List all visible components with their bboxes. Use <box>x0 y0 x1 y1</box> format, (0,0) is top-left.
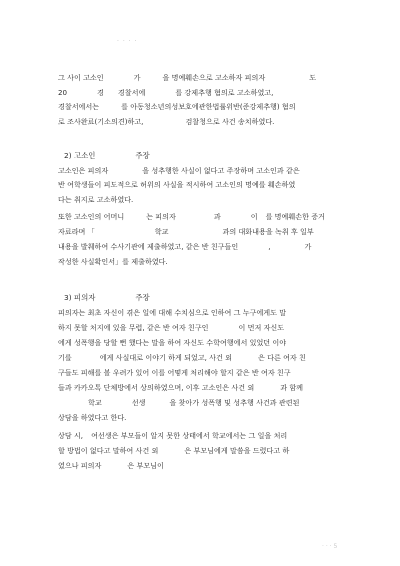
intro-line-4: 로 조사완료(기소의견)하고, 검찰청으로 사건 송치하였다. <box>58 117 275 126</box>
section-3-p1-line-7: 학교 선생 을 찾아가 성폭행 및 성추행 사건과 관련된 <box>88 398 300 407</box>
section-2-p2-line-2: 자료라며 「 학교 과의 대화내용을 녹취 후 일부 <box>58 227 314 236</box>
section-3-p1-line-3: 에게 성폭행을 당할 뻔 했다는 말을 하여 자신도 수학여행에서 있었던 이야 <box>58 338 287 347</box>
section-3-heading: 3) 피의자 주장 <box>64 293 150 302</box>
section-3-p2-line-1: 상담 시, 여선생은 부모들이 알지 못한 상태에서 학교에서는 그 일을 처리 <box>58 431 288 440</box>
section-2-p2-line-3: 내용을 발췌하여 수사기관에 제출하였고, 같은 반 친구들인 , 가 <box>58 242 312 251</box>
intro-line-1: 그 사이 고소인 가 을 명예훼손으로 고소하자 피의자 도 <box>58 73 317 82</box>
section-2-p2-line-4: 작성한 사실확인서」를 제출하였다. <box>58 257 168 266</box>
section-3-p2-line-2: 할 방법이 없다고 말하여 사건 외 은 부모님에게 말씀을 드렸다고 하 <box>58 446 290 455</box>
section-2-p1-line-1: 고소인은 피의자 을 성추행한 사실이 없다고 주장하며 고소인과 같은 <box>58 166 300 175</box>
section-3-p1-line-8: 상담을 하였다고 한다. <box>58 413 127 422</box>
page-mark-bottom: · · · 5 <box>322 543 338 550</box>
section-2-p1-line-2: 반 여학생들이 피도적으로 허위의 사실을 적시하여 고소인의 명예를 훼손하였 <box>58 180 296 189</box>
section-3-p2-line-3: 였으나 피의자 은 부모님이 <box>58 461 164 470</box>
section-2-p1-line-3: 다는 취지로 고소하였다. <box>58 195 134 204</box>
section-3-p1-line-5: 구들도 피해를 볼 우려가 있어 이를 어떻게 처리해야 할지 같은 반 여자 친구 <box>58 368 291 377</box>
section-2-p2-line-1: 또한 고소인의 어머니 는 피의자 과 이 를 명예훼손한 증거 <box>58 212 325 221</box>
section-3-p1-line-4: 기를 에게 사실대로 이야기 하게 되었고, 사건 외 은 다른 여자 친 <box>58 353 306 362</box>
intro-line-2: 20 경 경찰서에 를 강제추행 혐의로 고소하였고, <box>58 88 274 97</box>
section-3-p1-line-6: 들과 카카오톡 단체방에서 상의하였으며, 이후 고소인은 사건 외 과 함께 <box>58 383 304 392</box>
section-2-heading: 2) 고소인 주장 <box>64 151 150 160</box>
section-3-p1-line-2: 하지 못할 처지에 있을 무렵, 같은 반 여자 친구인 이 먼저 자신도 <box>58 323 285 332</box>
page-mark-top: · · · · <box>117 38 138 45</box>
intro-line-3: 경찰서에서는 를 아동청소년의성보호에관한법률위반(준강제추행) 혐의 <box>58 102 296 111</box>
section-3-p1-line-1: 피의자는 최초 자신이 겪은 일에 대해 수치심으로 인하여 그 누구에게도 말 <box>58 308 287 317</box>
